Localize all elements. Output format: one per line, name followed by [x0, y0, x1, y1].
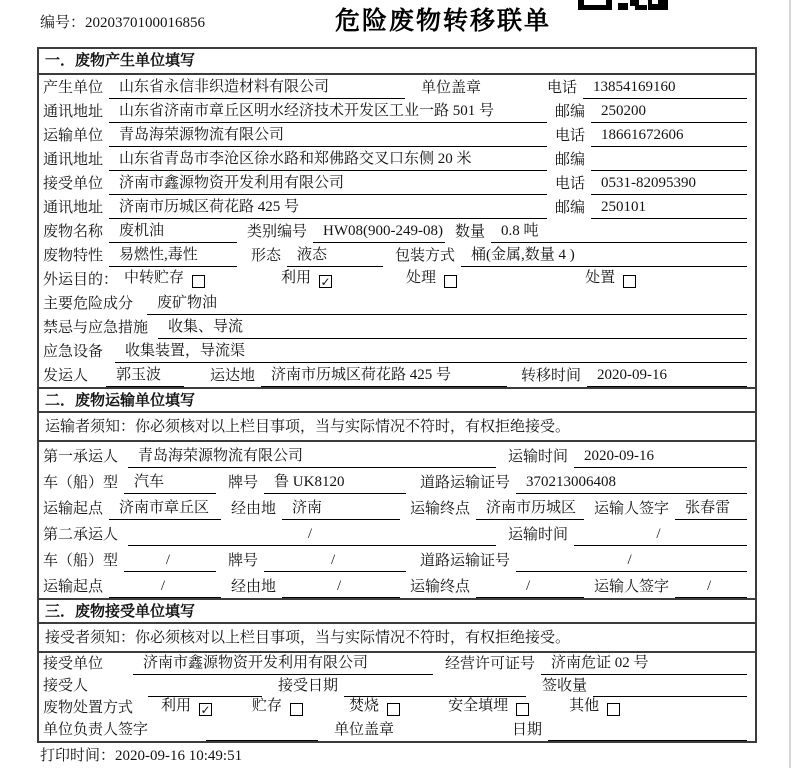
- field-value: 济南危证 02 号: [541, 651, 747, 675]
- form-row: [39, 75, 755, 99]
- field-label: 运输时间: [508, 449, 569, 465]
- field-label: 包装方式: [395, 248, 456, 264]
- field-label: 外运目的：: [43, 272, 119, 288]
- field-label: 签收量: [542, 678, 588, 694]
- checkbox-unchecked-icon: [290, 703, 303, 716]
- field-value: 济南市历城区: [476, 496, 584, 520]
- field-value: 济南市历城区荷花路 425 号: [261, 363, 507, 387]
- field-label: 废物处置方式: [43, 700, 134, 716]
- checkbox-checked-icon: ✓: [200, 702, 211, 717]
- field-value: /: [124, 552, 216, 572]
- field-label: 车（船）型: [43, 475, 119, 491]
- checkbox-option: [406, 266, 457, 291]
- form-row: [39, 123, 755, 147]
- field-value: 山东省青岛市李沧区徐水路和郑佛路交叉口东侧 20 米: [109, 147, 547, 171]
- field-label: 邮编: [555, 104, 586, 120]
- checkbox-unchecked-icon: [623, 275, 636, 288]
- checkbox-label: 处理: [406, 270, 437, 286]
- field-label: 运输终点: [410, 501, 471, 517]
- field-value: HW08(900-249-08): [313, 223, 445, 243]
- form-row: [39, 147, 755, 171]
- field-value: 2020-09-16: [587, 367, 747, 387]
- field-value: 易燃性,毒性: [109, 243, 237, 267]
- field-label: 类别编号: [247, 224, 308, 240]
- field-value: [591, 168, 747, 171]
- transfer-form-table: [37, 47, 757, 743]
- checkbox-checked-icon: ✓: [320, 274, 331, 289]
- field-label: 接受人: [43, 678, 89, 694]
- field-label: 单位负责人签字: [43, 722, 149, 738]
- section-1: [39, 49, 755, 387]
- checkbox-unchecked-icon: [192, 275, 205, 288]
- field-value: /: [128, 526, 496, 546]
- field-label: 单位盖章: [421, 80, 482, 96]
- field-value: 2020-09-16: [574, 448, 747, 468]
- checkbox-unchecked-icon: [607, 703, 620, 716]
- field-label: 接受单位: [43, 656, 104, 672]
- field-label: 通讯地址: [43, 152, 104, 168]
- field-value: 济南市鑫源物资开发利用有限公司: [133, 651, 433, 675]
- field-value: 收集、导流: [158, 315, 747, 339]
- field-value: [206, 738, 318, 741]
- field-label: 废物名称: [43, 224, 104, 240]
- form-row: [39, 99, 755, 123]
- field-value: 郭玉波: [106, 363, 184, 387]
- form-row: [39, 653, 755, 675]
- field-value: /: [264, 552, 406, 572]
- field-value: 汽车: [124, 470, 216, 494]
- print-time-line: [40, 744, 242, 765]
- scan-edge-artifact: [789, 0, 791, 768]
- form-row: [39, 243, 755, 267]
- field-label: 通讯地址: [43, 200, 104, 216]
- form-row: [39, 697, 755, 719]
- field-label: 运输起点: [43, 501, 104, 517]
- field-label: 接受日期: [278, 678, 339, 694]
- form-row: [39, 494, 755, 520]
- checkbox-label: 利用: [281, 270, 312, 286]
- field-label: 运达地: [210, 368, 256, 384]
- field-label: 道路运输证号: [420, 475, 511, 491]
- field-label: 第二承运人: [43, 527, 119, 543]
- checkbox-option: [161, 694, 212, 719]
- field-value: /: [574, 526, 747, 546]
- checkbox-label: 处置: [585, 270, 616, 286]
- field-label: 电话: [555, 128, 586, 144]
- field-label: 发运人: [43, 368, 89, 384]
- form-row: [39, 171, 755, 195]
- field-value: 370213006408: [516, 474, 747, 494]
- field-value: 0.8 吨: [491, 219, 747, 243]
- section-2: [39, 387, 755, 598]
- field-value: 张春雷: [675, 496, 747, 520]
- checkbox-unchecked-icon: [444, 275, 457, 288]
- field-value: [548, 738, 747, 741]
- field-value: 废机油: [109, 219, 237, 243]
- print-time-value: 2020-09-16 10:49:51: [115, 748, 243, 764]
- checkbox-option: [569, 694, 620, 719]
- field-label: 转移时间: [521, 368, 582, 384]
- form-row: [39, 267, 755, 291]
- checkbox-option: [252, 694, 303, 719]
- field-value: /: [675, 578, 747, 598]
- field-label: 接受单位: [43, 176, 104, 192]
- note-row: 接受者须知：你必须核对以上栏目事项，当与实际情况不符时，有权拒绝接受。: [39, 624, 755, 653]
- note-row: 运输者须知：你必须核对以上栏目事项，当与实际情况不符时，有权拒绝接受。: [39, 413, 755, 442]
- field-label: 运输人签字: [594, 501, 670, 517]
- field-label: 废物特性: [43, 248, 104, 264]
- section-header: 二．废物运输单位填写: [39, 387, 755, 413]
- field-value: 250101: [591, 199, 747, 219]
- field-value: 青岛海荣源物流有限公司: [109, 123, 547, 147]
- field-label: 经营许可证号: [445, 656, 536, 672]
- section-header: 一．废物产生单位填写: [39, 49, 755, 75]
- field-value: 废矿物油: [147, 291, 747, 315]
- checkbox-label: 贮存: [252, 698, 283, 714]
- checkbox-unchecked-icon: [516, 703, 529, 716]
- checkbox-label: 安全填埋: [448, 698, 509, 714]
- section-header: 三．废物接受单位填写: [39, 598, 755, 624]
- field-value: /: [516, 552, 747, 572]
- field-value: 0531-82095390: [591, 175, 747, 195]
- field-value: 济南市历城区荷花路 425 号: [109, 195, 547, 219]
- field-value: 山东省济南市章丘区明水经济技术开发区工业一路 501 号: [109, 99, 547, 123]
- section-3: [39, 598, 755, 741]
- field-value: 济南市鑫源物资开发利用有限公司: [109, 171, 547, 195]
- field-label: 数量: [455, 224, 486, 240]
- checkbox-option: [281, 266, 332, 291]
- form-row: [39, 195, 755, 219]
- form-row: [39, 315, 755, 339]
- checkbox-label: 其他: [569, 698, 600, 714]
- field-label: 形态: [251, 248, 282, 264]
- field-label: 经由地: [231, 579, 277, 595]
- field-label: 通讯地址: [43, 104, 104, 120]
- field-label: 运输起点: [43, 579, 104, 595]
- field-label: 应急设备: [43, 344, 104, 360]
- form-row: [39, 546, 755, 572]
- field-label: 主要危险成分: [43, 296, 134, 312]
- field-label: 道路运输证号: [420, 553, 511, 569]
- field-value: 13854169160: [583, 79, 747, 99]
- field-label: 牌号: [228, 475, 259, 491]
- field-value: /: [476, 578, 584, 598]
- field-value: 桶(金属,数量 4 ): [461, 243, 747, 267]
- field-label: 禁忌与应急措施: [43, 320, 149, 336]
- field-label: 邮编: [555, 152, 586, 168]
- field-label: 日期: [512, 722, 543, 738]
- field-value: /: [109, 578, 221, 598]
- checkbox-option: [448, 694, 529, 719]
- field-value: 18661672606: [591, 127, 747, 147]
- field-label: 第一承运人: [43, 449, 119, 465]
- field-value: 收集装置，导流渠: [115, 339, 747, 363]
- page-title: 危险废物转移联单: [334, 7, 551, 35]
- field-value: 济南: [282, 496, 400, 520]
- checkbox-option: [349, 694, 400, 719]
- form-row: [39, 363, 755, 387]
- form-row: [39, 572, 755, 598]
- form-row: [39, 442, 755, 468]
- form-row: [39, 339, 755, 363]
- field-label: 单位盖章: [334, 722, 395, 738]
- field-label: 运输单位: [43, 128, 104, 144]
- field-value: /: [282, 578, 400, 598]
- checkbox-label: 中转贮存: [124, 270, 185, 286]
- field-label: 车（船）型: [43, 553, 119, 569]
- form-row: [39, 520, 755, 546]
- serial-number: 2020370100016856: [85, 15, 206, 31]
- form-row: [39, 719, 755, 741]
- print-time-label: 打印时间：: [40, 748, 116, 764]
- field-label: 运输人签字: [594, 579, 670, 595]
- checkbox-unchecked-icon: [387, 703, 400, 716]
- field-label: 牌号: [228, 553, 259, 569]
- field-label: 经由地: [231, 501, 277, 517]
- field-value: 青岛海荣源物流有限公司: [128, 444, 496, 468]
- field-value: 山东省永信非织造材料有限公司: [109, 75, 405, 99]
- form-row: [39, 219, 755, 243]
- field-label: 运输时间: [508, 527, 569, 543]
- checkbox-label: 焚烧: [349, 698, 380, 714]
- field-label: 产生单位: [43, 80, 104, 96]
- field-label: 电话: [547, 80, 578, 96]
- field-label: 邮编: [555, 200, 586, 216]
- form-row: [39, 468, 755, 494]
- qr-code-partial-icon: [578, 0, 668, 10]
- field-value: 济南市章丘区: [109, 496, 221, 520]
- field-value: 250200: [591, 103, 747, 123]
- checkbox-option: [585, 266, 636, 291]
- field-value: 液态: [287, 243, 383, 267]
- checkbox-option: [124, 266, 205, 291]
- field-label: 电话: [555, 176, 586, 192]
- serial-label: 编号：: [40, 15, 86, 31]
- checkbox-label: 利用: [161, 698, 192, 714]
- form-row: [39, 291, 755, 315]
- field-value: 鲁 UK8120: [264, 470, 406, 494]
- field-label: 运输终点: [410, 579, 471, 595]
